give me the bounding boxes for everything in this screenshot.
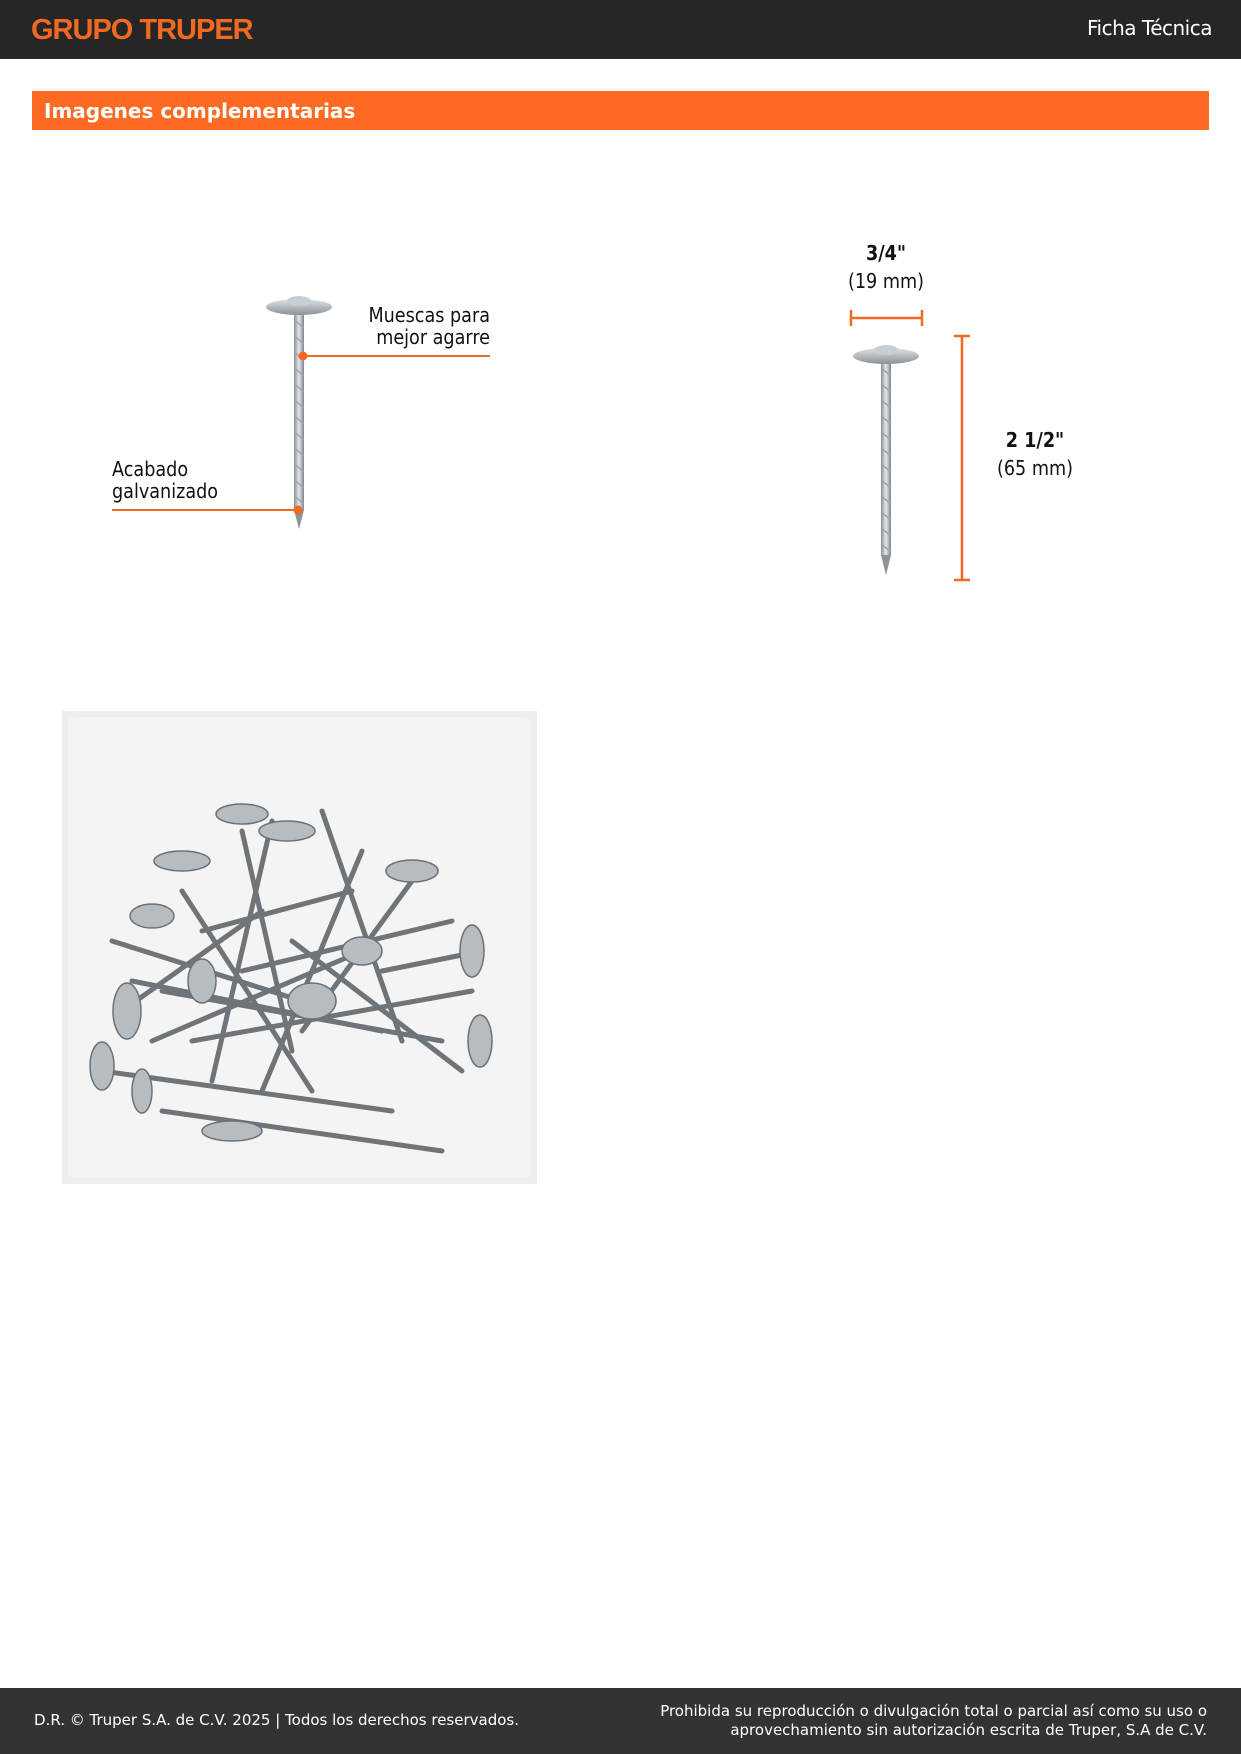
legal-notice bbox=[660, 1702, 1207, 1740]
head-width-imperial: 3/4" bbox=[865, 241, 907, 265]
head-width-dimension bbox=[851, 310, 922, 326]
callout-finish bbox=[112, 506, 303, 515]
copyright-text: D.R. © Truper S.A. de C.V. 2025 | Todos los derechos reservados. bbox=[34, 1711, 519, 1729]
legal-notice-line1: Prohibida su reproducción o divulgación total o parcial así como su uso o bbox=[660, 1702, 1207, 1720]
nail-left-illustration bbox=[266, 296, 332, 529]
legal-notice-line2: aprovechamiento sin autorización escrita de Truper, S.A de C.V. bbox=[730, 1721, 1207, 1739]
doc-title: Ficha Técnica bbox=[1087, 16, 1212, 40]
callout-notches bbox=[299, 352, 491, 361]
length-dimension bbox=[954, 336, 970, 580]
product-photo bbox=[62, 711, 537, 1184]
finish-label-line2: galvanizado bbox=[112, 479, 219, 503]
nail-pile-image bbox=[62, 711, 537, 1184]
head-width-metric: (19 mm) bbox=[847, 269, 925, 293]
finish-label bbox=[112, 458, 218, 502]
length-label bbox=[982, 427, 1088, 483]
notches-label-line1: Muescas para bbox=[368, 303, 490, 327]
length-imperial: 2 1/2" bbox=[1005, 428, 1065, 452]
section-title: Imagenes complementarias bbox=[44, 99, 356, 123]
notches-label bbox=[367, 304, 490, 348]
length-metric: (65 mm) bbox=[996, 456, 1074, 480]
truper-logo: GRUPO TRUPER bbox=[31, 14, 253, 46]
nail-right-illustration bbox=[853, 345, 919, 575]
head-width-label bbox=[833, 240, 939, 296]
page-footer bbox=[0, 1688, 1241, 1754]
notches-label-line2: mejor agarre bbox=[376, 325, 490, 349]
finish-label-line1: Acabado bbox=[112, 457, 189, 481]
